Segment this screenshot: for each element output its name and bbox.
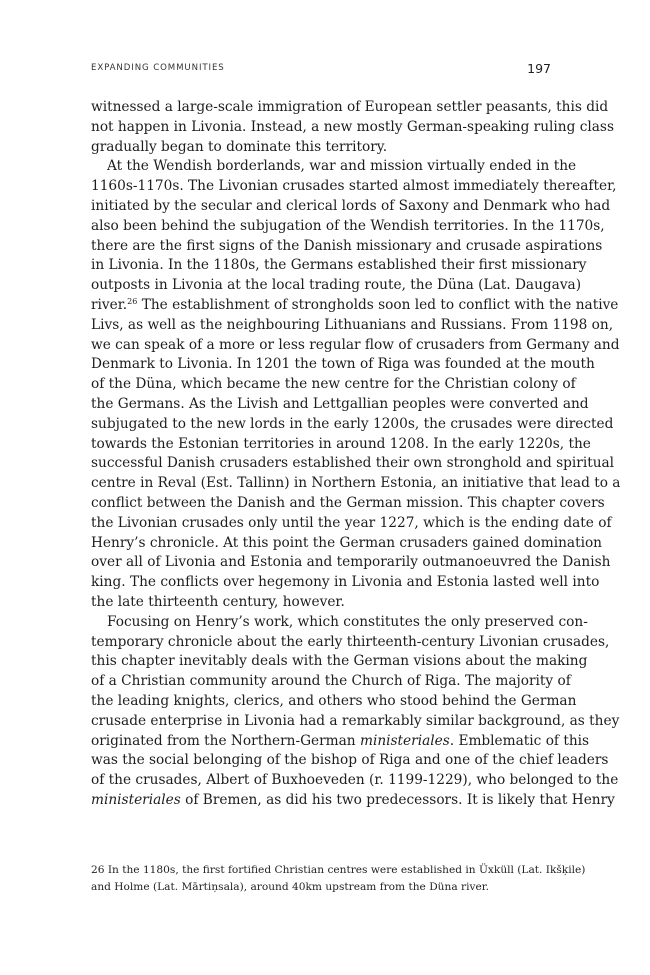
body-line <box>91 256 587 276</box>
text-run: conflict between the Danish and the German mission. This chapter covers <box>91 494 605 511</box>
body-line <box>91 514 612 534</box>
body-line <box>91 672 571 692</box>
text-run: king. The conflicts over hegemony in Livonia and Estonia lasted well into <box>91 574 600 591</box>
text-run: of the crusades, Albert of Buxhoeveden (r. 1199-1229), who belonged to the <box>91 772 619 789</box>
text-run: in Livonia. In the 1180s, the Germans established their first missionary <box>91 257 587 274</box>
text-run: of a Christian community around the Church of Riga. The majority of <box>91 673 571 690</box>
text-run: and Holme (Lat. Mārtiņsala), around 40km upstream from the Düna river. <box>91 880 489 893</box>
body-line <box>91 534 603 554</box>
text-run: crusade enterprise in Livonia had a remarkably similar background, as they <box>91 712 620 729</box>
body-line <box>91 177 617 197</box>
body-line <box>91 712 620 732</box>
body-line <box>91 593 551 613</box>
page-number: 197 <box>527 61 551 76</box>
text-run: Denmark to Livonia. In 1201 the town of Riga was founded at the mouth <box>91 356 595 373</box>
body-line <box>91 237 603 257</box>
body-line <box>91 118 614 138</box>
text-run: not happen in Livonia. Instead, a new mostly German-speaking ruling class <box>91 118 614 135</box>
body-line <box>91 553 611 573</box>
text-run: At the Wendish borderlands, war and mission virtually ended in the <box>107 158 577 175</box>
text-run: 1160s-1170s. The Livonian crusades started almost immediately thereafter, <box>91 178 617 195</box>
text-run: of Bremen, as did his two predecessors. It is likely that Henry <box>180 791 615 808</box>
text-run: . Emblematic of this <box>449 732 590 749</box>
text-run: gradually began to dominate this territory. <box>91 138 388 155</box>
text-run: this chapter inevitably deals with the German visions about the making <box>91 653 588 670</box>
running-head <box>91 61 551 77</box>
body-line <box>91 138 551 158</box>
text-run: towards the Estonian territories in around 1208. In the early 1220s, the <box>91 435 591 452</box>
text-run: river. <box>91 296 128 313</box>
body-line <box>91 395 589 415</box>
italic-term: ministeriales <box>359 732 450 749</box>
text-run: initiated by the secular and clerical lords of Saxony and Denmark who had <box>91 197 611 214</box>
text-run: Livs, as well as the neighbouring Lithuanians and Russians. From 1198 on, <box>91 316 614 333</box>
body-line <box>91 157 577 177</box>
body-line <box>91 791 615 811</box>
body-line <box>91 573 600 593</box>
body-line <box>91 474 621 494</box>
footnote-line <box>91 879 551 896</box>
text-run: witnessed a large-scale immigration of European settler peasants, this did <box>91 99 609 115</box>
text-run: The establishment of strongholds soon led to conflict with the native <box>137 296 619 313</box>
footnote-marker: 26 <box>127 296 138 306</box>
text-run: successful Danish crusaders established their own stronghold and spiritual <box>91 455 615 472</box>
footnote-line <box>91 862 586 879</box>
body-line <box>91 316 614 336</box>
body-line <box>91 652 588 672</box>
text-run: also been behind the subjugation of the Wendish territories. In the 1170s, <box>91 217 605 234</box>
body-line <box>91 217 605 237</box>
body-line <box>91 98 609 118</box>
text-run: the leading knights, clerics, and others who stood behind the German <box>91 692 577 709</box>
text-run: outposts in Livonia at the local trading route, the Düna (Lat. Daugava) <box>91 277 582 294</box>
text-run: centre in Reval (Est. Tallinn) in Northern Estonia, an initiative that lead to a <box>91 475 621 492</box>
running-title: EXPANDING COMMUNITIES <box>91 63 225 73</box>
text-run: the late thirteenth century, however. <box>91 593 345 610</box>
body-line <box>91 732 590 752</box>
body-line <box>91 375 576 395</box>
body-line <box>91 633 610 653</box>
body-line <box>91 415 614 435</box>
text-run: Focusing on Henry’s work, which constitutes the only preserved con- <box>107 613 588 630</box>
text-run: there are the first signs of the Danish missionary and crusade aspirations <box>91 237 603 254</box>
text-run: temporary chronicle about the early thirteenth-century Livonian crusades, <box>91 633 610 650</box>
body-line <box>91 751 609 771</box>
text-run: the Germans. As the Livish and Lettgallian peoples were converted and <box>91 395 589 412</box>
text-run: we can speak of a more or less regular flow of crusaders from Germany and <box>91 336 620 353</box>
text-run: over all of Livonia and Estonia and temporarily outmanoeuvred the Danish <box>91 554 611 571</box>
text-run: was the social belonging of the bishop of Riga and one of the chief leaders <box>91 752 609 769</box>
body-line <box>91 435 591 455</box>
body-line <box>91 613 588 633</box>
text-run: originated from the Northern-German <box>91 732 360 749</box>
body-line <box>91 336 620 356</box>
text-run: Henry’s chronicle. At this point the German crusaders gained domination <box>91 534 603 551</box>
body-line <box>91 494 605 514</box>
body-line <box>91 692 577 712</box>
body-line <box>91 276 582 296</box>
footnotes <box>91 862 586 895</box>
body-text <box>91 98 621 811</box>
body-line <box>91 454 615 474</box>
text-run: subjugated to the new lords in the early 1200s, the crusades were directed <box>91 415 614 432</box>
text-run: of the Düna, which became the new centre for the Christian colony of <box>91 376 576 393</box>
body-line <box>91 296 619 316</box>
italic-term: ministeriales <box>91 791 181 808</box>
text-run: the Livonian crusades only until the year 1227, which is the ending date of <box>91 514 612 531</box>
text-run: 26 In the 1180s, the first fortified Christian centres were established in Üxküll (Lat. Ikšķile) <box>91 864 586 876</box>
body-line <box>91 355 595 375</box>
body-line <box>91 197 611 217</box>
body-line <box>91 771 619 791</box>
